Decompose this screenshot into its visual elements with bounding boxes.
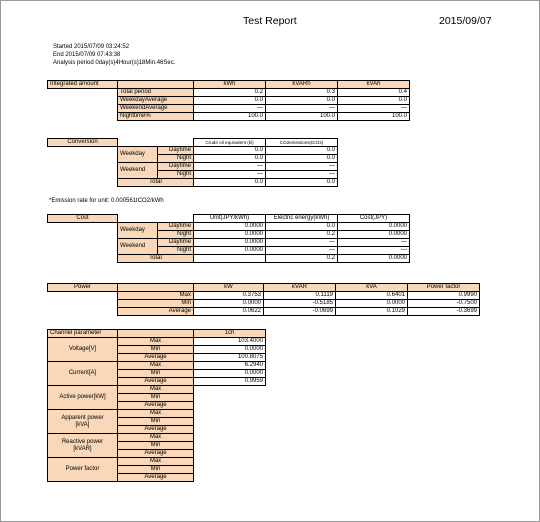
- table-row: Total period 0.2 0.3 0.4: [48, 89, 410, 97]
- integrated-title: Integrated amount: [48, 81, 118, 89]
- table-row: Power factor Max: [48, 458, 266, 466]
- col-kw: kW: [194, 284, 264, 292]
- analysis-period-text: Analysis period 0day(s)4Hour(s)18Min.46Sec.: [53, 60, 176, 66]
- col-electric-energy: Electric energy(kWh): [266, 215, 338, 223]
- cost-title: Cost: [48, 215, 118, 223]
- col-kwh: kWh: [194, 81, 266, 89]
- channel-title: Channel parameter: [48, 330, 118, 338]
- table-row: Weekday Daytime 0.0 0.0: [48, 147, 338, 155]
- emission-note: *Emission rate for unit: 0.000561tCO2/kWh: [49, 198, 164, 204]
- col-cost: Cost(JPY): [338, 215, 410, 223]
- table-row: Average 0.0622 -0.0699 0.1029 -0.3699: [48, 308, 480, 316]
- table-row: Voltage[V] Max 103.4000: [48, 338, 266, 346]
- conversion-title: Conversion: [48, 139, 118, 147]
- col-unit: Unit(JPY/kWh): [194, 215, 266, 223]
- table-row: Active power[kW] Max: [48, 386, 266, 394]
- table-row: Max 0.3753 0.1119 0.6401 0.9990: [48, 292, 480, 300]
- table-row: Nighttime% 100.0 100.0 100.0: [48, 113, 410, 121]
- col-crude-oil: Crude oil equivalent (kl): [194, 139, 266, 147]
- report-date: 2015/09/07: [439, 15, 492, 27]
- started-text: Started 2015/07/09 03:24:52: [53, 44, 130, 50]
- table-row: WeekendAverage — — —: [48, 105, 410, 113]
- table-row: Reactive power [kVAR] Max: [48, 434, 266, 442]
- report-meta: [53, 43, 175, 67]
- table-row: Average 100.8075: [48, 354, 266, 362]
- table-row: Night 0.0000 0.2 0.0000: [48, 231, 410, 239]
- table-row: Current[A] Max 6.2940: [48, 362, 266, 370]
- table-row: Apparent power [kVA] Max: [48, 410, 266, 418]
- table-row: WeekdayAverage 0.0 0.0 0.0: [48, 97, 410, 105]
- col-power-factor: Power factor: [408, 284, 480, 292]
- table-row: Min: [48, 466, 266, 474]
- table-row: Night 0.0 0.0: [48, 155, 338, 163]
- table-row: Min 0.0000: [48, 346, 266, 354]
- table-row: Average: [48, 402, 266, 410]
- table-row: Weekend Daytime 0.0000 — —: [48, 239, 410, 247]
- table-row: Weekday Daytime 0.0000 0.0 0.0000: [48, 223, 410, 231]
- table-row: Night 0.0000 — —: [48, 247, 410, 255]
- col-kva: kVA: [336, 284, 408, 292]
- col-co2: CO2emissions(tCO2): [266, 139, 338, 147]
- table-row: Total 0.0 0.0: [48, 179, 338, 187]
- table-row: Average: [48, 474, 266, 482]
- integrated-amount-table: [47, 80, 410, 121]
- col-kvah: kVAh: [338, 81, 410, 89]
- table-row: Weekend Daytime — —: [48, 163, 338, 171]
- col-1ch: 1ch: [194, 330, 266, 338]
- cost-table: [47, 214, 410, 263]
- table-row: Min 0.0000: [48, 370, 266, 378]
- table-row: Average: [48, 450, 266, 458]
- power-title: Power: [48, 284, 118, 292]
- end-text: End 2015/07/09 07:43:38: [53, 52, 121, 58]
- power-table: [47, 283, 480, 316]
- table-row: Night — —: [48, 171, 338, 179]
- table-row: Average: [48, 426, 266, 434]
- table-row: Min 0.0000 -0.5185 0.0000 -0.7500: [48, 300, 480, 308]
- col-kvarh: kVARh: [266, 81, 338, 89]
- table-row: Min: [48, 442, 266, 450]
- table-row: Min: [48, 418, 266, 426]
- table-row: Average 0.9959: [48, 378, 266, 386]
- col-kvar: kVAR: [264, 284, 336, 292]
- table-row: Total 0.2 0.0000: [48, 255, 410, 263]
- table-row: Min: [48, 394, 266, 402]
- conversion-table: [47, 138, 338, 187]
- report-title: Test Report: [243, 15, 297, 27]
- channel-parameter-table: [47, 329, 266, 482]
